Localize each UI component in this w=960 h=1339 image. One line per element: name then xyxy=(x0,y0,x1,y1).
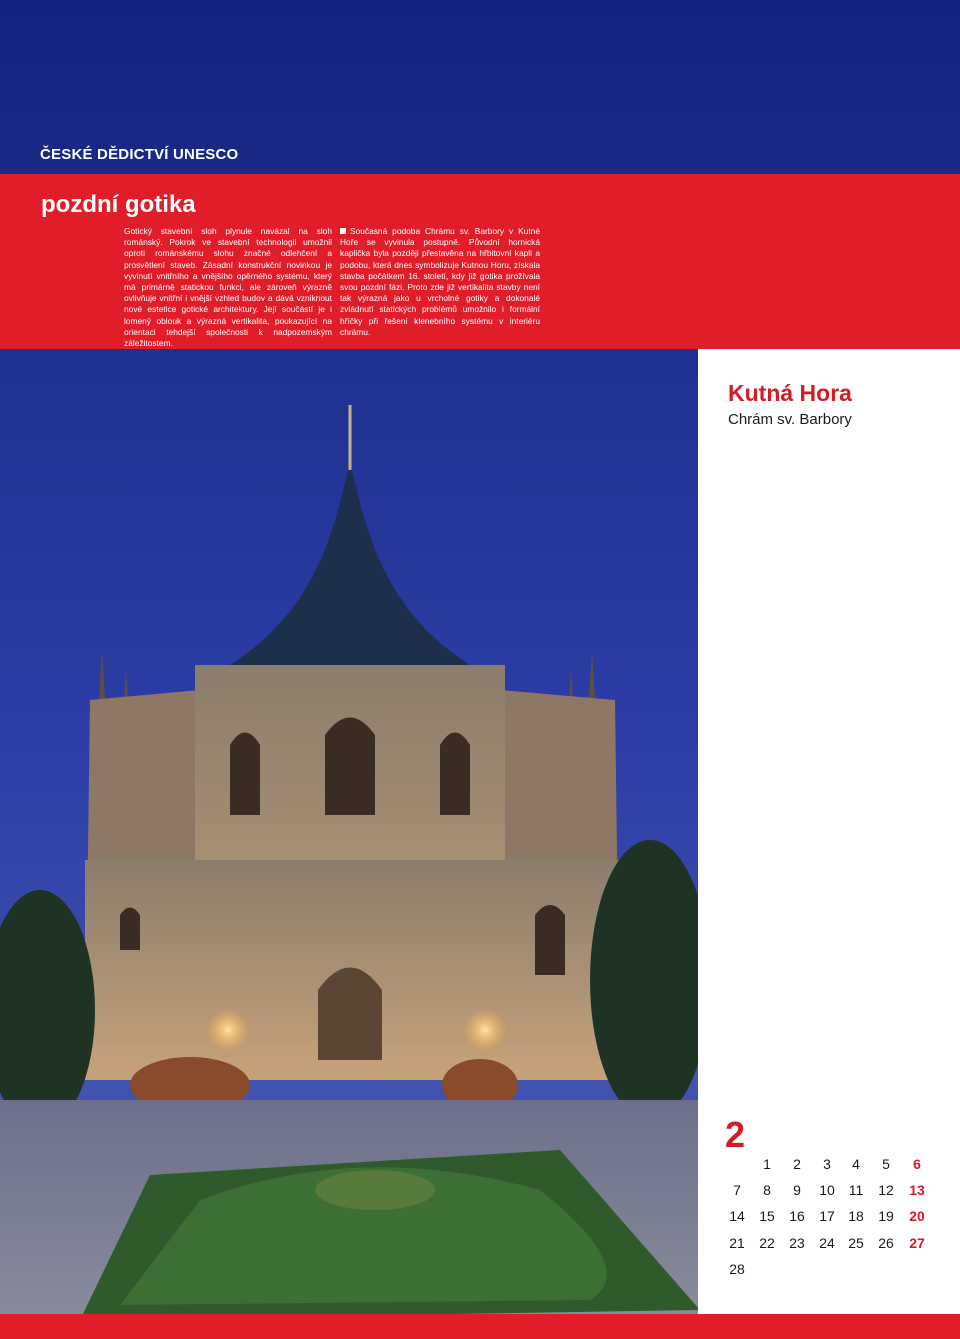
calendar-day: 27 xyxy=(909,1235,925,1251)
calendar-day: 23 xyxy=(789,1235,805,1251)
calendar-day: 5 xyxy=(882,1156,890,1172)
calendar-day: 22 xyxy=(759,1235,775,1251)
calendar-day: 16 xyxy=(789,1208,805,1224)
calendar-day: 2 xyxy=(793,1156,801,1172)
calendar-day: 17 xyxy=(819,1208,835,1224)
monument-subtitle: Chrám sv. Barbory xyxy=(728,411,852,428)
city-title: Kutná Hora xyxy=(728,380,852,406)
calendar-day: 28 xyxy=(729,1261,745,1277)
calendar-day: 15 xyxy=(759,1208,775,1224)
intro-text-right-body: Současná podoba Chrámu sv. Barbory v Kutné Hoře se vyvinula postupně. Původní hornická kaplička byla později přestavěna na hřbitovní kapli a podobu, která dnes symbolizuje Kutnou Horu, získala stavba počátkem 16. století, kdy již gotika prožívala svou pozdní fázi. Proto zde již vertikalita stavby není tak výrazná jako u vrcholné gotiky a dokonalé zvládnutí statických problémů umožnilo i formální hříčky při řešení klenebního systému v interiéru chrámu. xyxy=(340,226,540,337)
calendar-day: 21 xyxy=(729,1235,745,1251)
calendar-day: 4 xyxy=(852,1156,860,1172)
bottom-bar xyxy=(0,1314,960,1339)
calendar-day: 12 xyxy=(878,1182,894,1198)
calendar-day: 19 xyxy=(878,1208,894,1224)
calendar-day: 3 xyxy=(823,1156,831,1172)
calendar-day: 6 xyxy=(913,1156,921,1172)
intro-text-left: Gotický stavební sloh plynule navázal na sloh románský. Pokrok ve stavební technologii umožnil oproti románskému slohu značné odlehčení a prosvětlení staveb. Zásadní konstrukční novinkou je vyvinutí vnitřního a vnějšího opěrného systému, který má primárně statickou funkci, ale zároveň výrazně ovlivňuje vnitřní i vnější vzhled budov a dává vzniknout nové estetice gotické architektury. Její součástí je i lomený oblouk a výrazná vertikalita, poukazující na orientaci tehdejší společnosti k nadpozemským záležitostem. xyxy=(124,226,332,349)
band-title: pozdní gotika xyxy=(41,191,196,218)
bullet-square-icon xyxy=(340,228,346,234)
calendar-day: 8 xyxy=(763,1182,771,1198)
calendar-day: 14 xyxy=(729,1208,745,1224)
intro-text-right xyxy=(340,226,540,338)
month-number: 2 xyxy=(725,1114,746,1155)
calendar-day: 11 xyxy=(848,1182,864,1198)
calendar-day: 7 xyxy=(733,1182,741,1198)
calendar-day: 20 xyxy=(909,1208,925,1224)
calendar-day: 10 xyxy=(819,1182,835,1198)
calendar-day: 13 xyxy=(909,1182,925,1198)
calendar-day: 9 xyxy=(793,1182,801,1198)
calendar-day: 1 xyxy=(763,1156,771,1172)
calendar-day: 24 xyxy=(819,1235,835,1251)
calendar-day: 26 xyxy=(878,1235,894,1251)
calendar-day: 25 xyxy=(848,1235,864,1251)
calendar-day: 18 xyxy=(848,1208,864,1224)
series-label: ČESKÉ DĚDICTVÍ UNESCO xyxy=(40,146,239,163)
